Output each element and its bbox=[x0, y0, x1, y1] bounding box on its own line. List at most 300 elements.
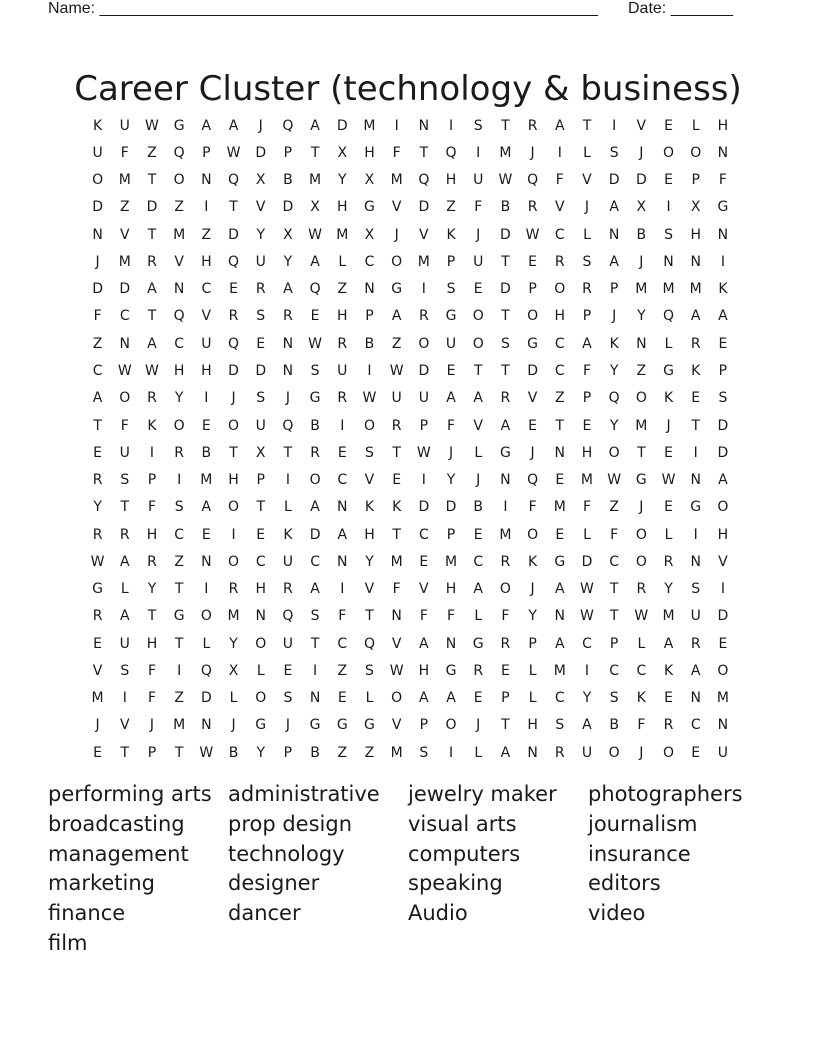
grid-cell[interactable]: C bbox=[337, 635, 348, 652]
grid-cell[interactable]: W bbox=[145, 363, 159, 380]
grid-cell[interactable]: F bbox=[582, 363, 591, 380]
grid-cell[interactable]: D bbox=[336, 117, 348, 134]
grid-cell[interactable]: F bbox=[93, 308, 102, 325]
grid-cell[interactable]: Y bbox=[283, 253, 293, 270]
grid-cell[interactable]: N bbox=[201, 172, 212, 189]
grid-cell[interactable]: J bbox=[149, 717, 155, 734]
grid-cell[interactable]: M bbox=[662, 281, 675, 298]
grid-cell[interactable]: W bbox=[308, 335, 323, 352]
grid-cell[interactable]: V bbox=[255, 199, 266, 216]
grid-cell[interactable]: L bbox=[691, 117, 700, 134]
grid-cell[interactable]: O bbox=[200, 608, 212, 625]
grid-cell[interactable]: F bbox=[610, 526, 619, 543]
grid-cell[interactable]: D bbox=[500, 226, 511, 243]
grid-cell[interactable]: E bbox=[473, 526, 483, 543]
grid-cell[interactable]: A bbox=[446, 390, 456, 407]
grid-cell[interactable]: X bbox=[255, 444, 266, 461]
grid-cell[interactable]: Q bbox=[282, 608, 294, 625]
grid-cell[interactable]: R bbox=[283, 581, 293, 598]
grid-cell[interactable]: C bbox=[418, 526, 429, 543]
grid-cell[interactable]: N bbox=[201, 717, 212, 734]
grid-cell[interactable]: N bbox=[717, 144, 729, 161]
grid-cell[interactable]: W bbox=[362, 390, 377, 407]
grid-cell[interactable]: I bbox=[231, 526, 236, 543]
grid-cell[interactable]: G bbox=[445, 662, 457, 679]
grid-cell[interactable]: E bbox=[310, 308, 320, 325]
grid-cell[interactable]: X bbox=[364, 226, 375, 243]
grid-cell[interactable]: M bbox=[227, 608, 240, 625]
grid-cell[interactable]: N bbox=[608, 226, 620, 243]
grid-cell[interactable]: G bbox=[309, 390, 321, 407]
grid-cell[interactable]: X bbox=[255, 172, 266, 189]
grid-cell[interactable]: Z bbox=[201, 226, 212, 243]
grid-cell[interactable]: V bbox=[119, 226, 130, 243]
grid-cell[interactable]: P bbox=[528, 281, 537, 298]
grid-cell[interactable]: D bbox=[418, 199, 430, 216]
grid-cell[interactable]: Z bbox=[446, 199, 456, 216]
grid-cell[interactable]: G bbox=[336, 717, 348, 734]
grid-cell[interactable]: K bbox=[392, 499, 402, 516]
grid-cell[interactable]: N bbox=[636, 335, 647, 352]
grid-cell[interactable]: U bbox=[391, 390, 402, 407]
grid-cell[interactable]: D bbox=[119, 281, 131, 298]
grid-cell[interactable]: E bbox=[473, 690, 483, 707]
grid-cell[interactable]: V bbox=[201, 308, 212, 325]
grid-cell[interactable]: H bbox=[717, 526, 729, 543]
grid-cell[interactable]: A bbox=[609, 253, 619, 270]
grid-cell[interactable]: O bbox=[119, 390, 131, 407]
grid-cell[interactable]: E bbox=[283, 662, 293, 679]
grid-cell[interactable]: P bbox=[147, 472, 157, 489]
grid-cell[interactable]: M bbox=[499, 144, 512, 161]
grid-cell[interactable]: Q bbox=[228, 335, 240, 352]
grid-cell[interactable]: R bbox=[147, 253, 157, 270]
grid-cell[interactable]: E bbox=[718, 635, 728, 652]
grid-cell[interactable]: W bbox=[389, 662, 404, 679]
grid-cell[interactable]: T bbox=[310, 635, 320, 652]
grid-cell[interactable]: U bbox=[255, 417, 266, 434]
grid-cell[interactable]: E bbox=[528, 417, 538, 434]
grid-cell[interactable]: C bbox=[690, 717, 701, 734]
grid-cell[interactable]: A bbox=[718, 308, 728, 325]
grid-cell[interactable]: I bbox=[612, 117, 617, 134]
grid-cell[interactable]: P bbox=[202, 144, 211, 161]
grid-cell[interactable]: J bbox=[530, 581, 535, 598]
grid-cell[interactable]: Q bbox=[527, 472, 539, 489]
grid-cell[interactable]: I bbox=[476, 144, 481, 161]
grid-cell[interactable]: S bbox=[120, 472, 130, 489]
grid-cell[interactable]: G bbox=[472, 635, 484, 652]
grid-cell[interactable]: A bbox=[419, 690, 429, 707]
grid-cell[interactable]: G bbox=[445, 308, 457, 325]
grid-cell[interactable]: T bbox=[147, 608, 157, 625]
grid-cell[interactable]: O bbox=[635, 553, 647, 570]
grid-cell[interactable]: I bbox=[394, 117, 399, 134]
grid-cell[interactable]: R bbox=[174, 444, 185, 461]
grid-cell[interactable]: Q bbox=[608, 390, 620, 407]
grid-cell[interactable]: Z bbox=[337, 281, 348, 298]
grid-cell[interactable]: R bbox=[119, 526, 130, 543]
grid-cell[interactable]: T bbox=[473, 363, 483, 380]
grid-cell[interactable]: U bbox=[473, 172, 484, 189]
grid-cell[interactable]: S bbox=[718, 390, 728, 407]
grid-cell[interactable]: T bbox=[229, 444, 238, 461]
grid-cell[interactable]: A bbox=[554, 117, 565, 134]
grid-cell[interactable]: V bbox=[92, 662, 103, 679]
grid-cell[interactable]: L bbox=[583, 226, 591, 243]
grid-cell[interactable]: W bbox=[607, 472, 622, 489]
grid-cell[interactable]: A bbox=[283, 281, 293, 298]
grid-cell[interactable]: A bbox=[554, 635, 565, 652]
grid-cell[interactable]: S bbox=[256, 308, 266, 325]
grid-cell[interactable]: G bbox=[173, 117, 185, 134]
grid-cell[interactable]: H bbox=[690, 226, 701, 243]
grid-cell[interactable]: P bbox=[609, 281, 619, 298]
grid-cell[interactable]: Q bbox=[282, 117, 294, 134]
grid-cell[interactable]: R bbox=[582, 281, 592, 298]
grid-cell[interactable]: W bbox=[226, 144, 241, 161]
grid-cell[interactable]: E bbox=[555, 526, 565, 543]
grid-cell[interactable]: C bbox=[554, 226, 565, 243]
grid-cell[interactable]: F bbox=[501, 608, 510, 625]
grid-cell[interactable]: E bbox=[201, 526, 211, 543]
grid-cell[interactable]: P bbox=[446, 526, 456, 543]
grid-cell[interactable]: C bbox=[364, 253, 375, 270]
grid-cell[interactable]: J bbox=[95, 253, 100, 270]
grid-cell[interactable]: F bbox=[447, 608, 456, 625]
grid-cell[interactable]: B bbox=[500, 199, 511, 216]
grid-cell[interactable]: N bbox=[717, 226, 729, 243]
grid-cell[interactable]: Z bbox=[119, 199, 130, 216]
grid-cell[interactable]: M bbox=[363, 117, 376, 134]
grid-cell[interactable]: J bbox=[285, 717, 290, 734]
grid-cell[interactable]: D bbox=[255, 144, 267, 161]
grid-cell[interactable]: P bbox=[283, 144, 293, 161]
grid-cell[interactable]: N bbox=[364, 281, 375, 298]
grid-cell[interactable]: T bbox=[120, 744, 130, 761]
grid-cell[interactable]: G bbox=[717, 199, 729, 216]
grid-cell[interactable]: Z bbox=[147, 144, 157, 161]
grid-cell[interactable]: J bbox=[394, 226, 399, 243]
grid-cell[interactable]: P bbox=[691, 172, 700, 189]
grid-cell[interactable]: F bbox=[555, 172, 564, 189]
grid-cell[interactable]: D bbox=[92, 281, 103, 298]
grid-cell[interactable]: S bbox=[609, 144, 619, 161]
grid-cell[interactable]: O bbox=[173, 172, 185, 189]
grid-cell[interactable]: S bbox=[365, 444, 374, 461]
grid-cell[interactable]: D bbox=[309, 526, 321, 543]
grid-cell[interactable]: N bbox=[119, 335, 131, 352]
grid-cell[interactable]: P bbox=[582, 308, 592, 325]
grid-cell[interactable]: W bbox=[498, 172, 513, 189]
grid-cell[interactable]: D bbox=[635, 172, 647, 189]
grid-cell[interactable]: K bbox=[636, 690, 646, 707]
grid-cell[interactable]: M bbox=[118, 253, 131, 270]
grid-cell[interactable]: M bbox=[635, 417, 648, 434]
grid-cell[interactable]: I bbox=[693, 444, 698, 461]
grid-cell[interactable]: B bbox=[201, 444, 212, 461]
grid-cell[interactable]: N bbox=[337, 499, 348, 516]
grid-cell[interactable]: U bbox=[119, 444, 130, 461]
grid-cell[interactable]: A bbox=[500, 744, 511, 761]
grid-cell[interactable]: M bbox=[200, 472, 213, 489]
grid-cell[interactable]: I bbox=[720, 253, 725, 270]
grid-cell[interactable]: O bbox=[717, 499, 729, 516]
grid-cell[interactable]: U bbox=[201, 335, 212, 352]
grid-cell[interactable]: Q bbox=[173, 308, 185, 325]
grid-cell[interactable]: V bbox=[364, 472, 375, 489]
grid-cell[interactable]: T bbox=[501, 717, 510, 734]
grid-cell[interactable]: S bbox=[582, 253, 592, 270]
grid-cell[interactable]: N bbox=[554, 444, 566, 461]
grid-cell[interactable]: M bbox=[173, 717, 186, 734]
grid-cell[interactable]: A bbox=[201, 117, 212, 134]
grid-cell[interactable]: P bbox=[419, 417, 429, 434]
grid-cell[interactable]: D bbox=[418, 363, 430, 380]
grid-cell[interactable]: A bbox=[473, 581, 483, 598]
grid-cell[interactable]: V bbox=[718, 553, 728, 570]
grid-cell[interactable]: G bbox=[554, 553, 566, 570]
grid-cell[interactable]: H bbox=[445, 172, 457, 189]
grid-cell[interactable]: E bbox=[664, 117, 673, 134]
grid-cell[interactable]: D bbox=[717, 417, 729, 434]
grid-cell[interactable]: I bbox=[285, 472, 290, 489]
grid-cell[interactable]: I bbox=[149, 444, 155, 461]
grid-cell[interactable]: A bbox=[119, 608, 130, 625]
grid-cell[interactable]: R bbox=[228, 581, 239, 598]
grid-cell[interactable]: B bbox=[310, 744, 320, 761]
grid-cell[interactable]: K bbox=[663, 662, 674, 679]
grid-cell[interactable]: C bbox=[473, 553, 484, 570]
grid-cell[interactable]: T bbox=[93, 417, 102, 434]
grid-cell[interactable]: Z bbox=[337, 744, 348, 761]
grid-cell[interactable]: L bbox=[664, 526, 673, 543]
grid-cell[interactable]: O bbox=[255, 690, 267, 707]
grid-cell[interactable]: T bbox=[147, 172, 157, 189]
grid-cell[interactable]: A bbox=[310, 581, 320, 598]
grid-cell[interactable]: S bbox=[283, 690, 293, 707]
grid-cell[interactable]: U bbox=[473, 253, 484, 270]
grid-cell[interactable]: H bbox=[228, 472, 239, 489]
grid-cell[interactable]: K bbox=[283, 526, 293, 543]
grid-cell[interactable]: R bbox=[690, 335, 701, 352]
grid-cell[interactable]: L bbox=[583, 526, 591, 543]
grid-cell[interactable]: V bbox=[636, 117, 647, 134]
grid-cell[interactable]: X bbox=[364, 172, 375, 189]
grid-cell[interactable]: Y bbox=[637, 308, 646, 325]
grid-cell[interactable]: H bbox=[201, 363, 212, 380]
grid-cell[interactable]: F bbox=[447, 417, 456, 434]
grid-cell[interactable]: U bbox=[92, 144, 103, 161]
grid-cell[interactable]: P bbox=[283, 744, 293, 761]
grid-cell[interactable]: I bbox=[666, 199, 671, 216]
grid-cell[interactable]: K bbox=[609, 335, 619, 352]
grid-cell[interactable]: R bbox=[92, 526, 103, 543]
grid-cell[interactable]: S bbox=[500, 335, 510, 352]
grid-cell[interactable]: S bbox=[555, 717, 565, 734]
grid-cell[interactable]: M bbox=[689, 281, 702, 298]
grid-cell[interactable]: G bbox=[309, 717, 321, 734]
grid-cell[interactable]: J bbox=[530, 444, 535, 461]
grid-cell[interactable]: E bbox=[201, 417, 211, 434]
grid-cell[interactable]: I bbox=[367, 363, 372, 380]
grid-cell[interactable]: T bbox=[365, 608, 374, 625]
grid-cell[interactable]: E bbox=[446, 363, 456, 380]
grid-cell[interactable]: I bbox=[448, 117, 454, 134]
grid-cell[interactable]: C bbox=[554, 363, 565, 380]
grid-cell[interactable]: M bbox=[662, 608, 675, 625]
grid-cell[interactable]: F bbox=[338, 608, 347, 625]
grid-cell[interactable]: I bbox=[720, 581, 725, 598]
grid-cell[interactable]: E bbox=[528, 253, 538, 270]
grid-cell[interactable]: N bbox=[690, 472, 701, 489]
grid-cell[interactable]: V bbox=[174, 253, 184, 270]
grid-cell[interactable]: U bbox=[717, 744, 729, 761]
grid-cell[interactable]: O bbox=[690, 144, 702, 161]
grid-cell[interactable]: Z bbox=[174, 690, 184, 707]
grid-cell[interactable]: H bbox=[527, 717, 538, 734]
grid-cell[interactable]: D bbox=[255, 363, 267, 380]
grid-cell[interactable]: R bbox=[255, 281, 266, 298]
grid-cell[interactable]: L bbox=[229, 690, 238, 707]
grid-cell[interactable]: S bbox=[473, 117, 483, 134]
grid-cell[interactable]: C bbox=[119, 308, 130, 325]
grid-cell[interactable]: Y bbox=[174, 390, 184, 407]
grid-cell[interactable]: D bbox=[527, 363, 538, 380]
grid-cell[interactable]: O bbox=[608, 444, 620, 461]
grid-cell[interactable]: C bbox=[337, 472, 348, 489]
grid-cell[interactable]: O bbox=[228, 499, 240, 516]
grid-cell[interactable]: O bbox=[309, 472, 321, 489]
grid-cell[interactable]: Q bbox=[363, 635, 375, 652]
grid-cell[interactable]: N bbox=[282, 363, 294, 380]
grid-cell[interactable]: M bbox=[390, 553, 403, 570]
grid-cell[interactable]: N bbox=[255, 608, 266, 625]
grid-cell[interactable]: R bbox=[554, 253, 565, 270]
grid-cell[interactable]: J bbox=[584, 199, 590, 216]
grid-cell[interactable]: H bbox=[146, 526, 158, 543]
grid-cell[interactable]: I bbox=[177, 472, 182, 489]
grid-cell[interactable]: E bbox=[664, 444, 673, 461]
grid-cell[interactable]: A bbox=[582, 717, 592, 734]
grid-cell[interactable]: O bbox=[663, 144, 675, 161]
grid-cell[interactable]: Y bbox=[664, 581, 673, 598]
grid-cell[interactable]: X bbox=[690, 199, 701, 216]
grid-cell[interactable]: J bbox=[476, 472, 481, 489]
grid-cell[interactable]: A bbox=[92, 390, 103, 407]
grid-cell[interactable]: Y bbox=[229, 635, 238, 652]
grid-cell[interactable]: H bbox=[717, 117, 729, 134]
grid-cell[interactable]: D bbox=[608, 172, 620, 189]
grid-cell[interactable]: J bbox=[285, 390, 290, 407]
grid-cell[interactable]: G bbox=[391, 281, 403, 298]
grid-cell[interactable]: A bbox=[147, 335, 157, 352]
grid-cell[interactable]: W bbox=[90, 553, 105, 570]
grid-cell[interactable]: E bbox=[500, 662, 510, 679]
grid-cell[interactable]: T bbox=[147, 226, 157, 243]
grid-cell[interactable]: X bbox=[310, 199, 320, 216]
grid-cell[interactable]: C bbox=[174, 526, 185, 543]
grid-cell[interactable]: Y bbox=[609, 417, 619, 434]
grid-cell[interactable]: O bbox=[499, 581, 511, 598]
grid-cell[interactable]: E bbox=[664, 499, 673, 516]
grid-cell[interactable]: S bbox=[310, 608, 320, 625]
grid-cell[interactable]: J bbox=[231, 390, 236, 407]
grid-cell[interactable]: F bbox=[528, 499, 537, 516]
grid-cell[interactable]: D bbox=[418, 499, 430, 516]
grid-cell[interactable]: N bbox=[201, 553, 212, 570]
grid-cell[interactable]: N bbox=[92, 226, 103, 243]
grid-cell[interactable]: E bbox=[337, 444, 347, 461]
grid-cell[interactable]: A bbox=[473, 390, 483, 407]
grid-cell[interactable]: K bbox=[147, 417, 157, 434]
grid-cell[interactable]: Y bbox=[365, 553, 374, 570]
grid-cell[interactable]: N bbox=[173, 281, 185, 298]
grid-cell[interactable]: S bbox=[365, 662, 374, 679]
grid-cell[interactable]: P bbox=[256, 472, 265, 489]
grid-cell[interactable]: I bbox=[340, 417, 345, 434]
grid-cell[interactable]: J bbox=[639, 744, 644, 761]
grid-cell[interactable]: T bbox=[283, 444, 293, 461]
grid-cell[interactable]: R bbox=[147, 553, 157, 570]
grid-cell[interactable]: U bbox=[418, 390, 429, 407]
grid-cell[interactable]: R bbox=[337, 335, 348, 352]
grid-cell[interactable]: S bbox=[256, 390, 266, 407]
grid-cell[interactable]: T bbox=[147, 308, 157, 325]
grid-cell[interactable]: F bbox=[419, 608, 428, 625]
grid-cell[interactable]: O bbox=[527, 526, 539, 543]
grid-cell[interactable]: G bbox=[364, 717, 375, 734]
grid-cell[interactable]: A bbox=[310, 253, 320, 270]
grid-cell[interactable]: L bbox=[474, 744, 483, 761]
grid-cell[interactable]: N bbox=[418, 117, 430, 134]
grid-cell[interactable]: X bbox=[283, 226, 293, 243]
grid-cell[interactable]: D bbox=[228, 226, 239, 243]
grid-cell[interactable]: B bbox=[473, 499, 484, 516]
grid-cell[interactable]: L bbox=[338, 253, 347, 270]
grid-cell[interactable]: G bbox=[527, 335, 539, 352]
grid-cell[interactable]: T bbox=[256, 499, 265, 516]
grid-cell[interactable]: H bbox=[364, 144, 375, 161]
grid-cell[interactable]: E bbox=[392, 472, 402, 489]
grid-cell[interactable]: I bbox=[693, 526, 698, 543]
grid-cell[interactable]: T bbox=[229, 199, 238, 216]
grid-cell[interactable]: V bbox=[364, 581, 375, 598]
grid-cell[interactable]: V bbox=[391, 635, 402, 652]
grid-cell[interactable]: E bbox=[555, 472, 565, 489]
grid-cell[interactable]: K bbox=[364, 499, 375, 516]
grid-cell[interactable]: F bbox=[392, 581, 401, 598]
grid-cell[interactable]: U bbox=[282, 635, 294, 652]
grid-cell[interactable]: Z bbox=[609, 499, 619, 516]
grid-cell[interactable]: O bbox=[554, 281, 566, 298]
grid-cell[interactable]: C bbox=[582, 635, 592, 652]
grid-cell[interactable]: M bbox=[417, 253, 430, 270]
grid-cell[interactable]: T bbox=[501, 363, 510, 380]
grid-cell[interactable]: V bbox=[391, 199, 402, 216]
grid-cell[interactable]: R bbox=[92, 608, 103, 625]
grid-cell[interactable]: H bbox=[201, 253, 212, 270]
grid-cell[interactable]: O bbox=[527, 308, 539, 325]
grid-cell[interactable]: C bbox=[174, 335, 185, 352]
grid-cell[interactable]: M bbox=[580, 472, 594, 489]
grid-cell[interactable]: T bbox=[419, 144, 429, 161]
grid-cell[interactable]: G bbox=[173, 608, 185, 625]
grid-cell[interactable]: N bbox=[500, 472, 511, 489]
grid-cell[interactable]: T bbox=[392, 444, 401, 461]
grid-cell[interactable]: M bbox=[716, 690, 729, 707]
grid-cell[interactable]: V bbox=[419, 581, 429, 598]
